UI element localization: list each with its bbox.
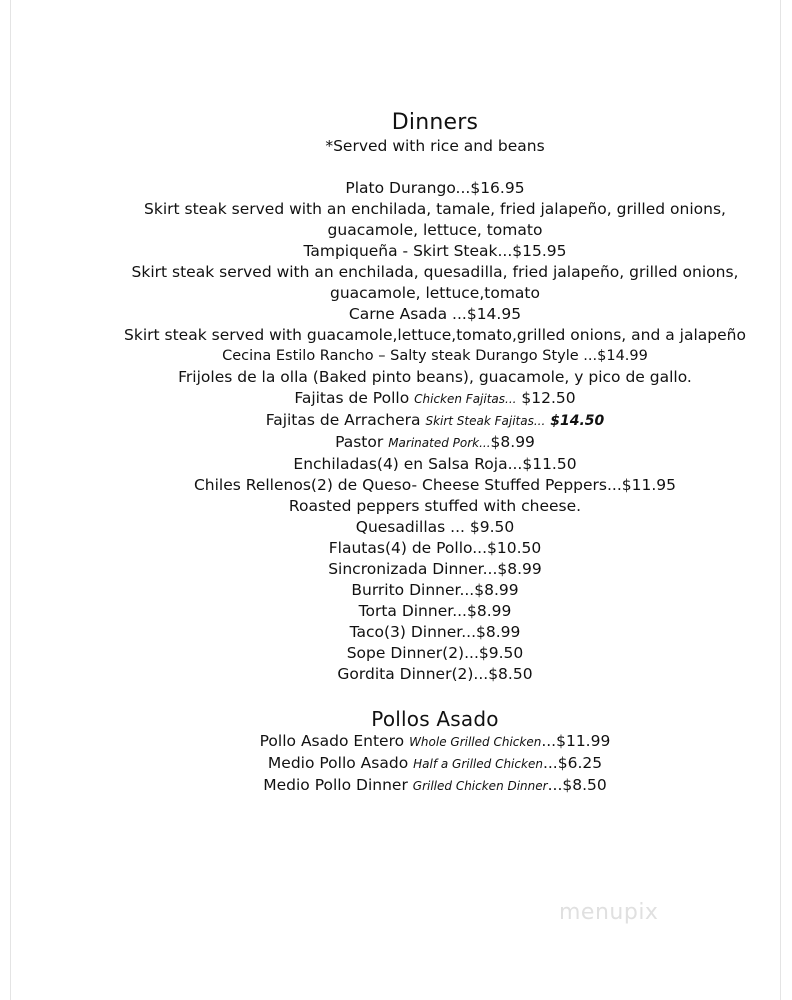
menu-item-name: Gordita Dinner(2)...$8.50 (337, 665, 533, 683)
menu-item (80, 410, 790, 432)
menu-item (80, 753, 790, 775)
menu-item-description: Frijoles de la olla (Baked pinto beans), guacamole, y pico de gallo. (178, 368, 692, 386)
menu-item-subtitle: Whole Grilled Chicken (409, 735, 542, 749)
menu-item-name: Medio Pollo Asado (267, 754, 409, 772)
menu-item-name: Tampiqueña - Skirt Steak...$15.95 (303, 242, 567, 260)
menu-item-subtitle: Marinated Pork... (388, 436, 491, 450)
menu-item-description: guacamole, lettuce, tomato (327, 221, 543, 239)
menu-item-name: Sope Dinner(2)...$9.50 (346, 644, 524, 662)
menu-item-price: $8.99 (490, 433, 535, 451)
menu-item-name: Sincronizada Dinner...$8.99 (328, 560, 542, 578)
page-edge-left (10, 0, 11, 1000)
menu-item-name: Carne Asada ...$14.95 (348, 305, 522, 323)
menu-item-name: Plato Durango...$16.95 (345, 179, 525, 197)
menu-item (80, 731, 790, 753)
menu-item-name: Torta Dinner...$8.99 (358, 602, 512, 620)
menu-item (80, 388, 790, 410)
menu-item-name: Enchiladas(4) en Salsa Roja...$11.50 (293, 455, 577, 473)
watermark: menupix (559, 900, 659, 925)
menu-item-description: Skirt steak served with an enchilada, tamale, fried jalapeño, grilled onions, (144, 200, 726, 218)
menu-item-description: guacamole, lettuce,tomato (330, 284, 540, 302)
menu-item-name: Cecina Estilo Rancho – Salty steak Durango Style ...$14.99 (222, 348, 648, 364)
menu-item-name: Quesadillas ... $9.50 (355, 518, 515, 536)
menu-item-name: Pastor (335, 433, 384, 451)
menu-item-subtitle: Skirt Steak Fajitas... (425, 414, 546, 428)
menu-item-price: ...$11.99 (541, 732, 611, 750)
menu-item-description: Skirt steak served with an enchilada, quesadilla, fried jalapeño, grilled onions, (131, 263, 739, 281)
menu-item-name: Chiles Rellenos(2) de Queso- Cheese Stuffed Peppers...$11.95 (193, 476, 677, 494)
menu-item-name: Pollo Asado Entero (259, 732, 405, 750)
menu-item-name: Burrito Dinner...$8.99 (351, 581, 519, 599)
menu-item (80, 432, 790, 454)
menu-item-name: Fajitas de Pollo (294, 389, 410, 407)
menu-item (80, 775, 790, 797)
menu-item-price: ...$8.50 (547, 776, 607, 794)
dinners-title: Dinners (391, 110, 479, 135)
menu-item-subtitle: Grilled Chicken Dinner (412, 779, 548, 793)
menu-item-name: Fajitas de Arrachera (265, 411, 421, 429)
menu-content (80, 110, 790, 797)
menu-item-description: Skirt steak served with guacamole,lettuce,tomato,grilled onions, and a jalapeño (124, 326, 746, 344)
menu-item-subtitle: Half a Grilled Chicken (413, 757, 543, 771)
menu-item-name: Medio Pollo Dinner (263, 776, 408, 794)
menu-item-price: ...$6.25 (542, 754, 603, 772)
menu-item-description: Roasted peppers stuffed with cheese. (288, 497, 582, 515)
menu-item-subtitle: Chicken Fajitas... (414, 392, 517, 406)
menu-item-price: $14.50 (550, 413, 605, 429)
menu-item-price: $12.50 (521, 389, 576, 407)
pollos-title: Pollos Asado (371, 707, 499, 731)
dinners-note: *Served with rice and beans (325, 137, 545, 155)
menu-item-name: Taco(3) Dinner...$8.99 (349, 623, 521, 641)
menu-item-name: Flautas(4) de Pollo...$10.50 (328, 539, 542, 557)
